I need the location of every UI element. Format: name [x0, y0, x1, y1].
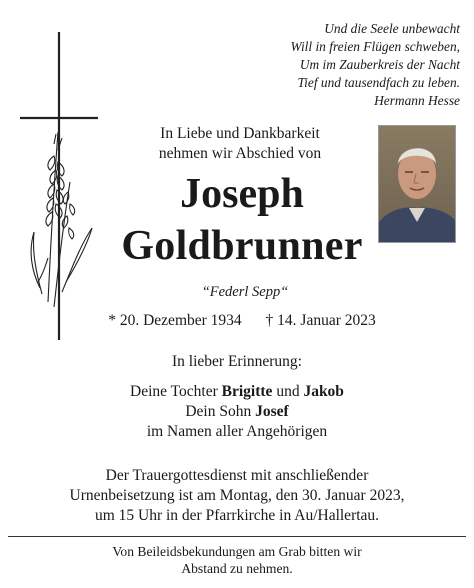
poem-line: Um im Zauberkreis der Nacht	[299, 57, 460, 72]
portrait-photo	[378, 125, 456, 243]
connector: und	[272, 383, 304, 400]
birth-date: * 20. Dezember 1934	[108, 312, 242, 329]
death-date: † 14. Januar 2023	[265, 312, 376, 329]
footer-note	[40, 543, 434, 577]
memory-heading: In lieber Erinnerung:	[172, 353, 302, 370]
poem-line: Will in freien Flügen schweben,	[290, 39, 460, 54]
life-dates	[60, 312, 424, 330]
mourner-line-son	[60, 402, 414, 422]
last-name: Goldbrunner	[121, 223, 363, 269]
mourners-list	[60, 382, 414, 442]
intro-text	[110, 124, 370, 164]
service-line: Urnenbeisetzung ist am Montag, den 30. Januar 2023,	[69, 487, 405, 504]
first-name: Joseph	[180, 171, 304, 217]
poem-line: Tief und tausendfach zu leben.	[297, 75, 460, 90]
poem-author: Hermann Hesse	[374, 93, 460, 108]
nickname: “Federl Sepp“	[201, 284, 289, 300]
intro-line: In Liebe und Dankbarkeit	[160, 125, 320, 142]
service-info	[20, 466, 454, 526]
footer-line: Abstand zu nehmen.	[181, 561, 293, 576]
service-line: um 15 Uhr in der Pfarrkirche in Au/Hallertau.	[94, 507, 380, 524]
poem-block	[160, 20, 460, 110]
footer-line: Von Beileidsbekundungen am Grab bitten wir	[112, 544, 362, 559]
footer-divider	[8, 536, 466, 537]
service-line: Der Trauergottesdienst mit anschließender	[105, 467, 369, 484]
daughter-name: Brigitte	[221, 383, 273, 400]
poem-line: Und die Seele unbewacht	[324, 21, 460, 36]
son-name: Josef	[255, 403, 289, 420]
intro-line: nehmen wir Abschied von	[158, 145, 322, 162]
mourner-prefix: Deine Tochter	[130, 383, 222, 400]
mourner-prefix: Dein Sohn	[185, 403, 256, 420]
partner-name: Jakob	[303, 383, 344, 400]
mourner-line-daughter	[60, 382, 414, 402]
mourner-line-others: im Namen aller Angehörigen	[146, 423, 328, 440]
